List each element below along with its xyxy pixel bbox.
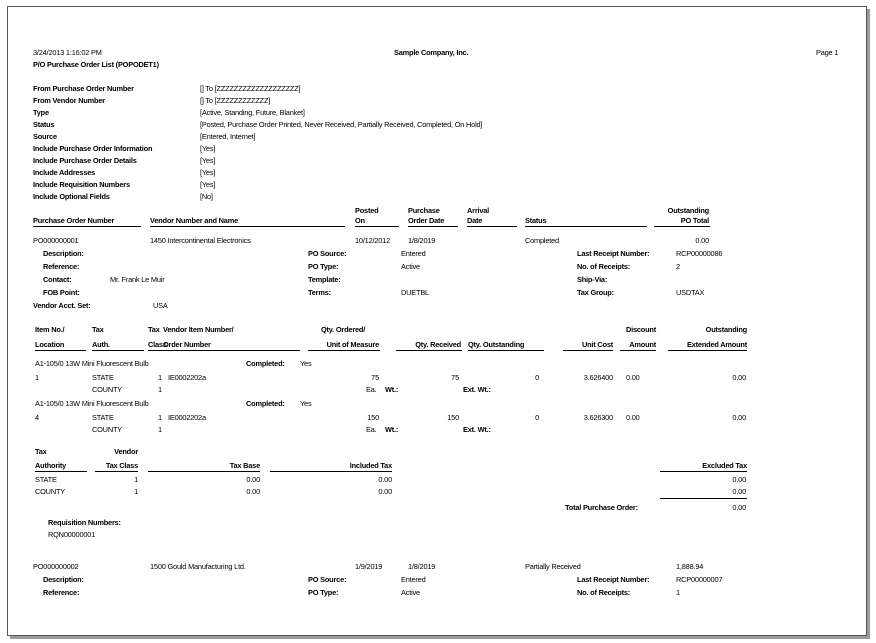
underline [408, 226, 458, 227]
line-tax-class-2: 1 [158, 385, 162, 394]
last-receipt-value: RCP00000086 [676, 249, 723, 258]
underline [467, 226, 517, 227]
po-type-label: PO Type: [308, 262, 339, 271]
criteria-label: Type [33, 108, 49, 117]
po-source-value: Entered [401, 575, 426, 584]
tax-included: 0.00 [378, 475, 392, 484]
criteria-label: Include Purchase Order Information [33, 144, 153, 153]
criteria-label: Source [33, 132, 57, 141]
po-posted-on: 10/12/2012 [355, 236, 390, 245]
criteria-label: From Purchase Order Number [33, 84, 134, 93]
tax-class: 1 [134, 487, 138, 496]
underline [563, 350, 613, 351]
po-number: PO000000001 [33, 236, 79, 245]
line-tax-class: 1 [158, 373, 162, 382]
underline [95, 471, 138, 472]
po-outstanding-total: 1,888.94 [676, 562, 704, 571]
criteria-value: [No] [200, 192, 213, 201]
col-outstanding-1: Outstanding [667, 206, 709, 215]
requisition-number: RQN00000001 [48, 530, 96, 539]
po-order-date: 1/8/2019 [408, 562, 436, 571]
ext-wt-label: Ext. Wt.: [463, 425, 491, 434]
tax-authority: COUNTY [35, 487, 66, 496]
po-source-label: PO Source: [308, 249, 347, 258]
underline [468, 350, 544, 351]
criteria-label: Include Purchase Order Details [33, 156, 137, 165]
criteria-value: [Yes] [200, 168, 216, 177]
col-item-1: Item No./ [35, 325, 65, 334]
po-status: Completed [525, 236, 559, 245]
line-item: A1-105/0 13W Mini Fluorescent Bulb [35, 359, 149, 368]
total-po-value: 0.00 [732, 503, 746, 512]
ext-wt-label: Ext. Wt.: [463, 385, 491, 394]
description-label: Description: [43, 575, 84, 584]
col-taxclass-2: Class [148, 340, 167, 349]
last-receipt-label: Last Receipt Number: [577, 249, 650, 258]
col-item-2: Location [35, 340, 65, 349]
po-type-label: PO Type: [308, 588, 339, 597]
criteria-value: [] To [ZZZZZZZZZZZZ] [200, 96, 271, 105]
tax-group-value: USDTAX [676, 288, 705, 297]
col-discount-2: Amount [629, 340, 656, 349]
num-receipts-label: No. of Receipts: [577, 588, 631, 597]
line-tax-auth: STATE [92, 373, 114, 382]
po-source-value: Entered [401, 249, 426, 258]
report-title: P/O Purchase Order List (POPODET1) [33, 60, 159, 69]
underline [660, 471, 747, 472]
col-arrival-2: Date [467, 216, 483, 225]
col-outstanding-ext-1: Outstanding [705, 325, 747, 334]
line-unit-cost: 3.626300 [583, 413, 613, 422]
line-item: A1-105/0 13W Mini Fluorescent Bulb [35, 399, 149, 408]
reference-label: Reference: [43, 262, 80, 271]
col-discount-1: Discount [625, 325, 656, 334]
criteria-value: [] To [ZZZZZZZZZZZZZZZZZZZ] [200, 84, 301, 93]
completed-value: Yes [300, 399, 312, 408]
po-outstanding-total: 0.00 [695, 236, 709, 245]
col-vendor-taxclass-2: Tax Class [105, 461, 138, 470]
line-qty-ordered: 75 [371, 373, 379, 382]
tax-base: 0.00 [246, 475, 260, 484]
line-vendor-item: IE0002202a [168, 373, 206, 382]
completed-label: Completed: [246, 399, 285, 408]
requisition-label: Requisition Numbers: [48, 518, 121, 527]
col-po-number: Purchase Order Number [33, 216, 115, 225]
underline [654, 226, 710, 227]
col-status: Status [525, 216, 547, 225]
col-unit-cost: Unit Cost [581, 340, 613, 349]
tax-excluded: 0.00 [732, 475, 746, 484]
contact-value: Mr. Frank Le Muir [110, 275, 165, 284]
company-name: Sample Company, Inc. [394, 48, 469, 57]
template-label: Template: [308, 275, 341, 284]
ea-label: Ea. [366, 385, 377, 394]
criteria-value: [Yes] [200, 180, 216, 189]
tax-group-label: Tax Group: [577, 288, 614, 297]
underline [148, 350, 300, 351]
terms-value: DUETBL [401, 288, 429, 297]
criteria-value: [Posted, Purchase Order Printed, Never Received, Partially Received, Completed, On Hold] [200, 120, 483, 129]
line-tax-class-2: 1 [158, 425, 162, 434]
last-receipt-value: RCP00000007 [676, 575, 723, 584]
col-vendor: Vendor Number and Name [150, 216, 239, 225]
underline [525, 226, 647, 227]
col-posted-1: Posted [355, 206, 379, 215]
criteria-label: Include Optional Fields [33, 192, 110, 201]
line-qty-received: 75 [451, 373, 459, 382]
line-location: 1 [35, 373, 39, 382]
completed-value: Yes [300, 359, 312, 368]
underline [660, 498, 747, 499]
num-receipts-value: 1 [676, 588, 680, 597]
col-tax-authority-1: Tax [35, 447, 47, 456]
col-tax-2: Auth. [92, 340, 110, 349]
criteria-label: Status [33, 120, 55, 129]
col-taxclass-1: Tax [148, 325, 160, 334]
po-type-value: Active [401, 588, 420, 597]
line-qty-outstanding: 0 [535, 413, 539, 422]
underline [396, 350, 462, 351]
line-extended: 0.00 [732, 413, 746, 422]
line-tax-auth-2: COUNTY [92, 385, 123, 394]
col-qty-ordered-1: Qty. Ordered/ [321, 325, 366, 334]
ea-label: Ea. [366, 425, 377, 434]
line-tax-class: 1 [158, 413, 162, 422]
po-vendor: 1450 Intercontinental Electronics [150, 236, 251, 245]
description-label: Description: [43, 249, 84, 258]
col-vendor-item-1: Vendor Item Number/ [163, 325, 234, 334]
underline [668, 350, 747, 351]
num-receipts-value: 2 [676, 262, 680, 271]
line-tax-auth: STATE [92, 413, 114, 422]
wt-label: Wt.: [385, 425, 399, 434]
criteria-label: Include Requisition Numbers [33, 180, 130, 189]
line-unit-cost: 3.626400 [583, 373, 613, 382]
criteria-value: [Yes] [200, 156, 216, 165]
line-extended: 0.00 [732, 373, 746, 382]
col-tax-authority-2: Authority [35, 461, 67, 470]
underline [308, 350, 380, 351]
po-type-value: Active [401, 262, 420, 271]
col-vendor-item-2: Order Number [163, 340, 211, 349]
wt-label: Wt.: [385, 385, 399, 394]
col-qty-ordered-2: Unit of Measure [326, 340, 379, 349]
po-status: Partially Received [525, 562, 581, 571]
underline [148, 471, 260, 472]
line-tax-auth-2: COUNTY [92, 425, 123, 434]
line-vendor-item: IE0002202a [168, 413, 206, 422]
po-number: PO000000002 [33, 562, 79, 571]
col-arrival-1: Arrival [467, 206, 490, 215]
ship-via-label: Ship-Via: [577, 275, 608, 284]
fob-label: FOB Point: [43, 288, 80, 297]
po-posted-on: 1/9/2019 [355, 562, 383, 571]
line-discount: 0.00 [626, 373, 640, 382]
underline [620, 350, 656, 351]
col-qty-outstanding: Qty. Outstanding [468, 340, 525, 349]
completed-label: Completed: [246, 359, 285, 368]
underline [150, 226, 345, 227]
criteria-value: [Yes] [200, 144, 216, 153]
po-source-label: PO Source: [308, 575, 347, 584]
col-vendor-taxclass-1: Vendor [114, 447, 138, 456]
report-page [7, 6, 867, 636]
criteria-value: [Active, Standing, Future, Blanket] [200, 108, 305, 117]
line-qty-ordered: 150 [367, 413, 379, 422]
col-outstanding-ext-2: Extended Amount [687, 340, 747, 349]
tax-authority: STATE [35, 475, 57, 484]
underline [355, 226, 399, 227]
underline [35, 471, 87, 472]
tax-included: 0.00 [378, 487, 392, 496]
col-tax-1: Tax [92, 325, 104, 334]
vendor-acct-set-label: Vendor Acct. Set: [33, 301, 91, 310]
report-datetime: 3/24/2013 1:16:02 PM [33, 48, 102, 57]
line-qty-outstanding: 0 [535, 373, 539, 382]
page-number: Page 1 [816, 48, 839, 57]
col-po-date-2: Order Date [408, 216, 445, 225]
total-po-label: Total Purchase Order: [565, 503, 638, 512]
col-outstanding-2: PO Total [680, 216, 709, 225]
criteria-label: Include Addresses [33, 168, 96, 177]
vendor-acct-set-value: USA [153, 301, 168, 310]
col-excluded-tax: Excluded Tax [702, 461, 747, 470]
terms-label: Terms: [308, 288, 331, 297]
col-tax-base: Tax Base [229, 461, 260, 470]
line-qty-received: 150 [447, 413, 459, 422]
po-vendor: 1500 Gould Manufacturing Ltd. [150, 562, 246, 571]
criteria-value: [Entered, Internet] [200, 132, 256, 141]
num-receipts-label: No. of Receipts: [577, 262, 631, 271]
reference-label: Reference: [43, 588, 80, 597]
po-order-date: 1/8/2019 [408, 236, 436, 245]
underline [92, 350, 144, 351]
col-included-tax: Included Tax [349, 461, 392, 470]
col-po-date-1: Purchase [408, 206, 440, 215]
col-posted-2: On [355, 216, 365, 225]
line-location: 4 [35, 413, 39, 422]
tax-base: 0.00 [246, 487, 260, 496]
col-qty-received: Qty. Received [415, 340, 461, 349]
underline [35, 350, 86, 351]
tax-excluded: 0.00 [732, 487, 746, 496]
contact-label: Contact: [43, 275, 72, 284]
underline [270, 471, 392, 472]
criteria-label: From Vendor Number [33, 96, 105, 105]
underline [33, 226, 141, 227]
last-receipt-label: Last Receipt Number: [577, 575, 650, 584]
line-discount: 0.00 [626, 413, 640, 422]
tax-class: 1 [134, 475, 138, 484]
